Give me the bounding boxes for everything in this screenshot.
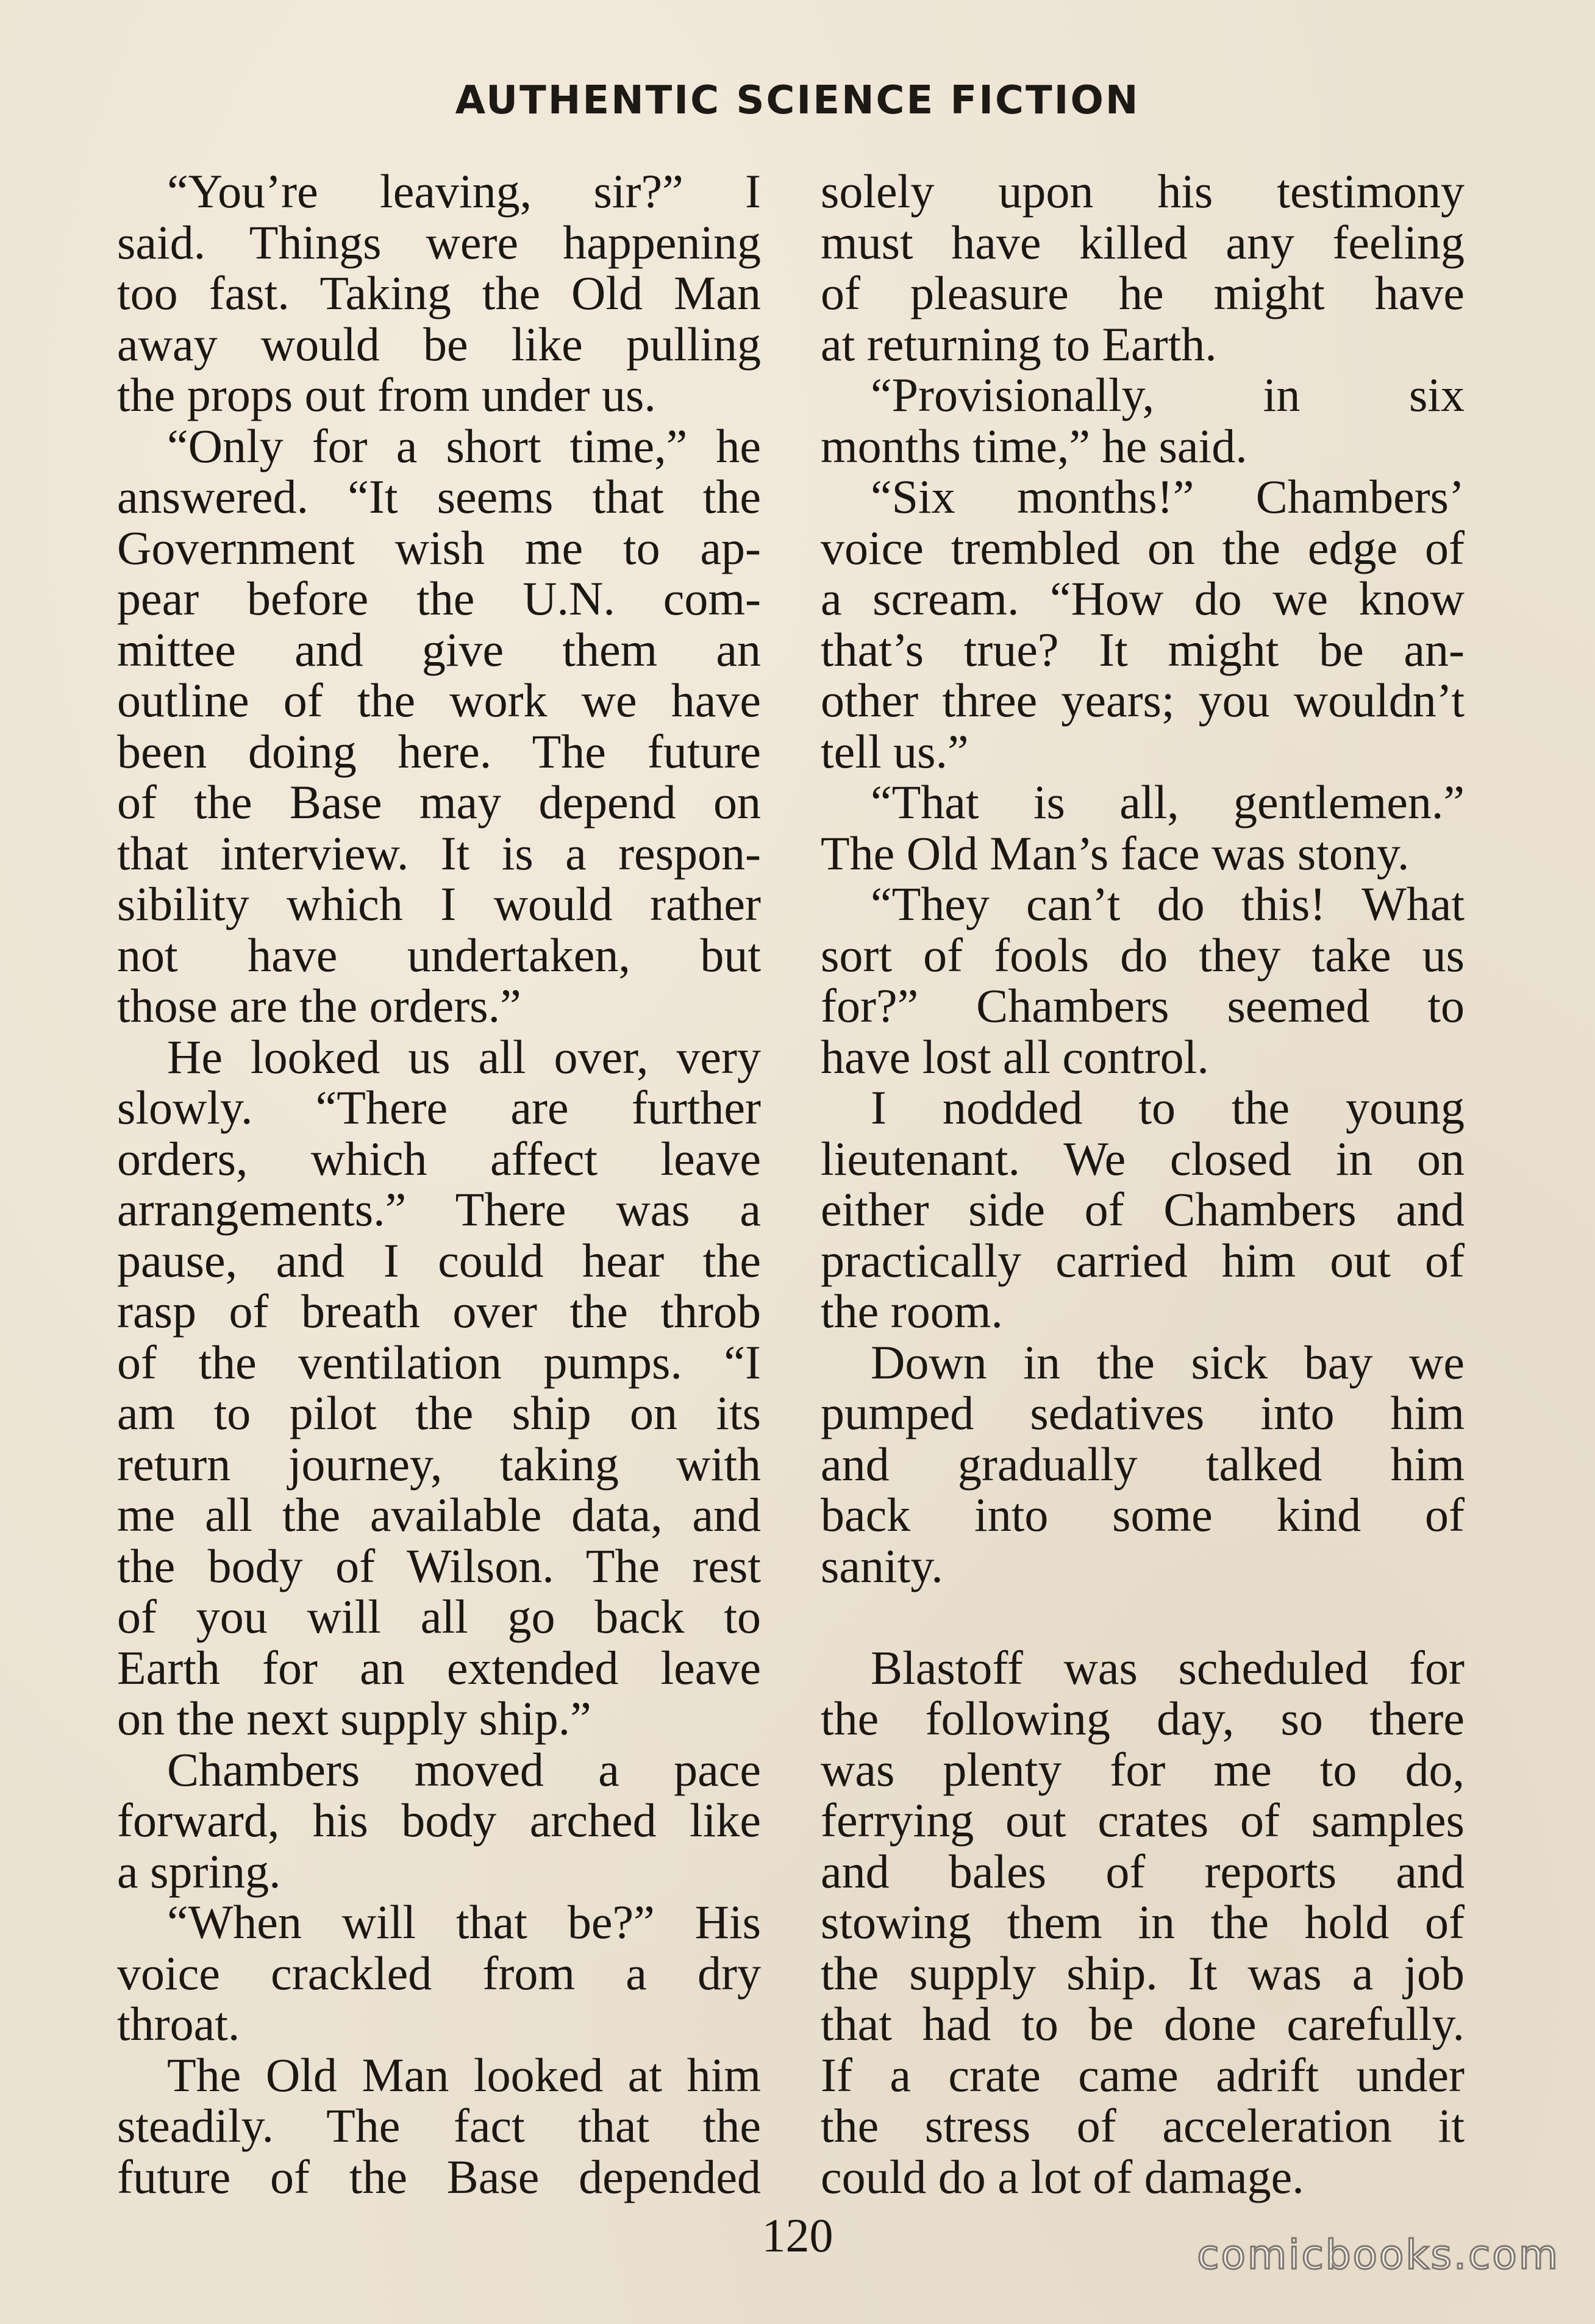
text-line: forward, his body arched like: [117, 1794, 761, 1847]
text-line: back into some kind of: [821, 1488, 1465, 1541]
text-line: tell us.”: [821, 724, 969, 778]
text-line: “When will that be?” His: [167, 1895, 761, 1948]
text-line: The Old Man looked at him: [167, 2048, 761, 2101]
text-line: future of the Base depended: [117, 2150, 761, 2203]
text-line: outline of the work we have: [117, 674, 761, 727]
text-line: of you will all go back to: [117, 1590, 761, 1643]
text-line: that interview. It is a respon-: [117, 826, 761, 880]
text-line: and bales of reports and: [821, 1844, 1465, 1898]
text-line: was plenty for me to do,: [821, 1742, 1465, 1796]
text-line: sort of fools do they take us: [821, 928, 1465, 982]
text-line: “They can’t do this! What: [871, 877, 1465, 930]
text-line: of the ventilation pumps. “I: [117, 1335, 761, 1389]
text-line: said. Things were happening: [117, 215, 761, 269]
text-line: those are the orders.”: [117, 979, 521, 1032]
text-line: solely upon his testimony: [821, 165, 1465, 218]
text-line: must have killed any feeling: [821, 215, 1465, 269]
text-line: “You’re leaving, sir?” I: [167, 165, 761, 218]
text-line: The Old Man’s face was stony.: [821, 826, 1410, 880]
text-line: arrangements.” There was a: [117, 1183, 761, 1236]
text-line: Earth for an extended leave: [117, 1641, 761, 1694]
text-line: too fast. Taking the Old Man: [117, 266, 761, 319]
text-line: He looked us all over, very: [167, 1030, 761, 1083]
text-line: return journey, taking with: [117, 1437, 761, 1491]
text-line: mittee and give them an: [117, 622, 761, 676]
text-line: sanity.: [821, 1539, 943, 1592]
left-column: [117, 166, 761, 2202]
text-line: me all the available data, and: [117, 1488, 761, 1541]
text-line: lieutenant. We closed in on: [821, 1132, 1465, 1185]
text-line: “Six months!” Chambers’: [871, 470, 1465, 523]
text-line: I nodded to the young: [871, 1081, 1465, 1134]
text-line: steadily. The fact that the: [117, 2099, 761, 2152]
section-break: [821, 1591, 1465, 1642]
text-line: Down in the sick bay we: [871, 1335, 1465, 1389]
text-line: the supply ship. It was a job: [821, 1946, 1465, 2000]
text-line: the room.: [821, 1285, 1003, 1338]
text-line: answered. “It seems that the: [117, 470, 761, 523]
text-line: ferrying out crates of samples: [821, 1794, 1465, 1847]
text-line: either side of Chambers and: [821, 1183, 1465, 1236]
text-line: stowing them in the hold of: [821, 1895, 1465, 1948]
text-line: rasp of breath over the throb: [117, 1285, 761, 1338]
text-line: orders, which affect leave: [117, 1132, 761, 1185]
right-column: [821, 166, 1465, 2202]
text-line: pumped sedatives into him: [821, 1386, 1465, 1439]
text-line: could do a lot of damage.: [821, 2150, 1304, 2203]
text-line: been doing here. The future: [117, 724, 761, 778]
text-line: the props out from under us.: [117, 368, 656, 421]
text-line: Blastoff was scheduled for: [871, 1641, 1465, 1694]
text-line: throat.: [117, 1997, 240, 2050]
site-watermark: comicbooks.com: [1197, 2231, 1560, 2278]
text-line: and gradually talked him: [821, 1437, 1465, 1491]
text-line: not have undertaken, but: [117, 928, 761, 982]
text-line: Government wish me to ap-: [117, 521, 761, 574]
text-line: months time,” he said.: [821, 419, 1247, 472]
text-line: the following day, so there: [821, 1692, 1465, 1745]
text-line: “Only for a short time,” he: [167, 419, 761, 472]
text-line: practically carried him out of: [821, 1233, 1465, 1287]
text-line: the stress of acceleration it: [821, 2099, 1465, 2152]
text-line: that had to be done carefully.: [821, 1997, 1465, 2050]
text-line: slowly. “There are further: [117, 1081, 761, 1134]
text-line: If a crate came adrift under: [821, 2048, 1465, 2101]
text-line: pause, and I could hear the: [117, 1233, 761, 1287]
text-line: have lost all control.: [821, 1030, 1209, 1083]
running-head: AUTHENTIC SCIENCE FICTION: [455, 78, 1140, 123]
text-line: am to pilot the ship on its: [117, 1386, 761, 1439]
page-number: 120: [762, 2209, 833, 2262]
text-line: “Provisionally, in six: [871, 368, 1465, 421]
text-line: for?” Chambers seemed to: [821, 979, 1465, 1032]
text-line: Chambers moved a pace: [167, 1742, 761, 1796]
text-line: voice crackled from a dry: [117, 1946, 761, 2000]
text-line: the body of Wilson. The rest: [117, 1539, 761, 1592]
text-line: a spring.: [117, 1844, 281, 1898]
text-line: pear before the U.N. com-: [117, 572, 761, 625]
text-line: of the Base may depend on: [117, 775, 761, 829]
text-line: that’s true? It might be an-: [821, 622, 1465, 676]
text-line: sibility which I would rather: [117, 877, 761, 930]
text-line: other three years; you wouldn’t: [821, 674, 1465, 727]
text-line: on the next supply ship.”: [117, 1692, 591, 1745]
text-line: away would be like pulling: [117, 317, 761, 371]
text-line: a scream. “How do we know: [821, 572, 1465, 625]
text-line: “That is all, gentlemen.”: [871, 775, 1465, 829]
text-line: at returning to Earth.: [821, 317, 1217, 371]
text-line: voice trembled on the edge of: [821, 521, 1465, 574]
text-line: of pleasure he might have: [821, 266, 1465, 319]
